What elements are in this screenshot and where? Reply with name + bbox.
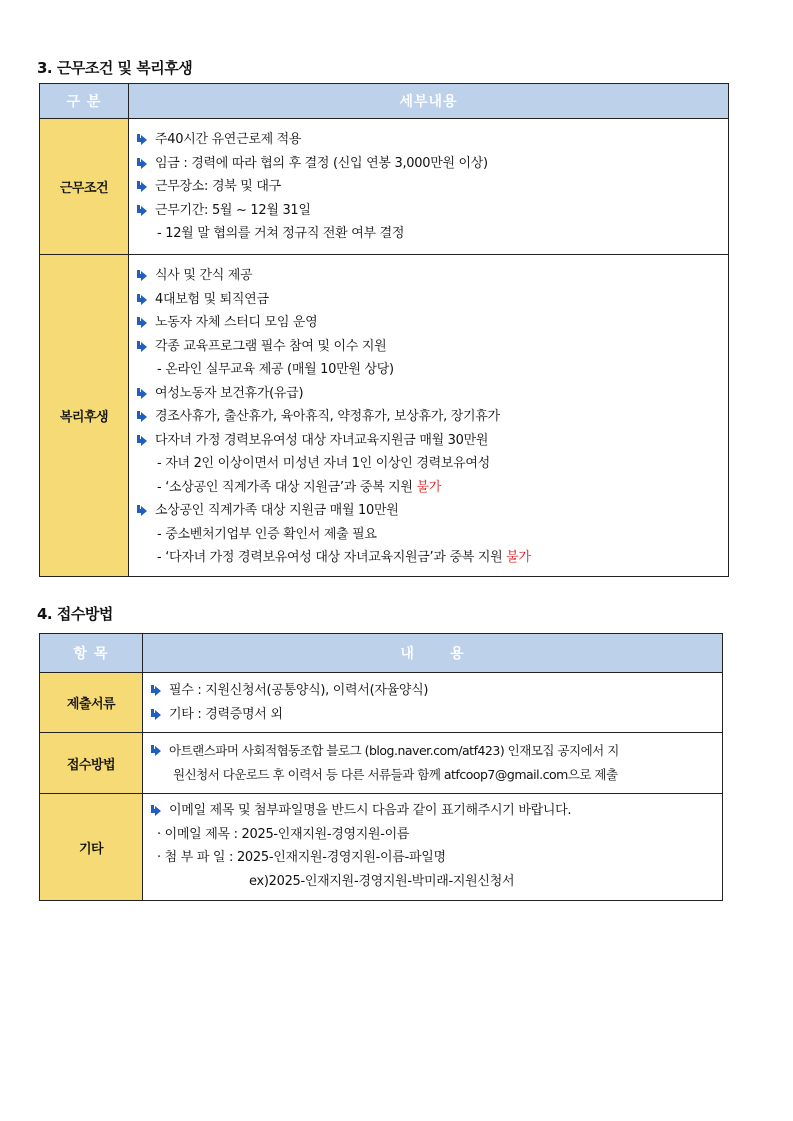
list-subitem: - 자녀 2인 이상이면서 미성년 자녀 1인 이상인 경력보유여성	[157, 456, 490, 471]
list-item: 임금 : 경력에 따라 협의 후 결정 (신입 연봉 3,000만원 이상)	[129, 152, 728, 176]
blue-arrow-icon	[137, 294, 147, 306]
application-table	[39, 633, 723, 901]
blue-arrow-icon	[137, 388, 147, 400]
docs-content	[143, 673, 723, 733]
list-item: 아트랜스파머 사회적협동조합 블로그 (blog.naver.com/atf423) 인재모집 공지에서 지	[143, 739, 722, 763]
etc-content	[143, 794, 723, 901]
list-item: 소상공인 직계가족 대상 지원금 매월 10만원	[129, 499, 728, 523]
blue-arrow-icon	[137, 505, 147, 517]
method-content	[143, 733, 723, 794]
blue-arrow-icon	[137, 270, 147, 282]
blue-arrow-icon	[137, 134, 147, 146]
welfare-content	[129, 255, 729, 577]
etc-label: 기타	[40, 794, 143, 901]
list-subitem: - 온라인 실무교육 제공 (매월 10만원 상당)	[157, 362, 394, 377]
header-item: 항 목	[40, 634, 143, 673]
blue-arrow-icon	[137, 317, 147, 329]
method-label: 접수방법	[40, 733, 143, 794]
blue-arrow-icon	[137, 341, 147, 353]
list-item: 다자녀 가정 경력보유여성 대상 자녀교육지원금 매월 30만원	[129, 429, 728, 453]
list-item: 필수 : 지원신청서(공통양식), 이력서(자율양식)	[143, 679, 722, 703]
header-details: 세부내용	[129, 84, 729, 119]
list-subitem: - 12월 말 협의를 거쳐 정규직 전환 여부 결정	[157, 226, 405, 241]
not-allowed-text: 불가	[416, 479, 442, 495]
header-category: 구 분	[40, 84, 129, 119]
list-item: 식사 및 간식 제공	[129, 264, 728, 288]
list-item: 여성노동자 보건휴가(유급)	[129, 382, 728, 406]
list-subitem: - ‘다자녀 가정 경력보유여성 대상 자녀교육지원금’과 중복 지원 불가	[157, 550, 531, 565]
docs-label: 제출서류	[40, 673, 143, 733]
not-allowed-text: 불가	[506, 550, 531, 565]
list-item: 이메일 제목 및 첨부파일명을 반드시 다음과 같이 표기해주시기 바랍니다.	[143, 799, 722, 823]
list-subitem: - 중소벤처기업부 인증 확인서 제출 필요	[157, 526, 377, 542]
list-subitem: - ‘소상공인 직계가족 대상 지원금’과 중복 지원 불가	[157, 479, 442, 495]
example-line: ex)2025-인재지원-경영지원-박미래-지원신청서	[249, 873, 515, 889]
blue-arrow-icon	[137, 181, 147, 193]
blue-arrow-icon	[151, 805, 161, 817]
blue-arrow-icon	[137, 158, 147, 170]
work-conditions-table	[39, 83, 729, 577]
section4-heading: 4. 접수방법	[37, 605, 113, 623]
blue-arrow-icon	[151, 709, 161, 721]
list-item: 근무장소: 경북 및 대구	[129, 175, 728, 199]
work-content	[129, 119, 729, 255]
list-item: 4대보험 및 퇴직연금	[129, 288, 728, 312]
blue-arrow-icon	[151, 685, 161, 697]
section3-heading: 3. 근무조건 및 복리후생	[37, 59, 193, 77]
list-item: 기타 : 경력증명서 외	[143, 703, 722, 727]
welfare-label: 복리후생	[40, 255, 129, 577]
list-item: 노동자 자체 스터디 모임 운영	[129, 311, 728, 335]
blue-arrow-icon	[137, 411, 147, 423]
blue-arrow-icon	[137, 435, 147, 447]
list-subitem: · 이메일 제목 : 2025-인재지원-경영지원-이름	[157, 826, 410, 842]
work-label: 근무조건	[40, 119, 129, 255]
list-item: 각종 교육프로그램 필수 참여 및 이수 지원	[129, 335, 728, 359]
list-subitem: · 첨 부 파 일 : 2025-인재지원-경영지원-이름-파일명	[157, 850, 446, 865]
list-item-continuation: 원신청서 다운로드 후 이력서 등 다른 서류들과 함께 atfcoop7@gmail.com으로 제출	[173, 766, 618, 782]
blue-arrow-icon	[151, 745, 161, 757]
blue-arrow-icon	[137, 205, 147, 217]
list-item: 경조사휴가, 출산휴가, 육아휴직, 약정휴가, 보상휴가, 장기휴가	[129, 405, 728, 429]
list-item: 주40시간 유연근로제 적용	[129, 128, 728, 152]
list-item: 근무기간: 5월 ~ 12월 31일	[129, 199, 728, 223]
header-content: 내 용	[143, 634, 723, 673]
